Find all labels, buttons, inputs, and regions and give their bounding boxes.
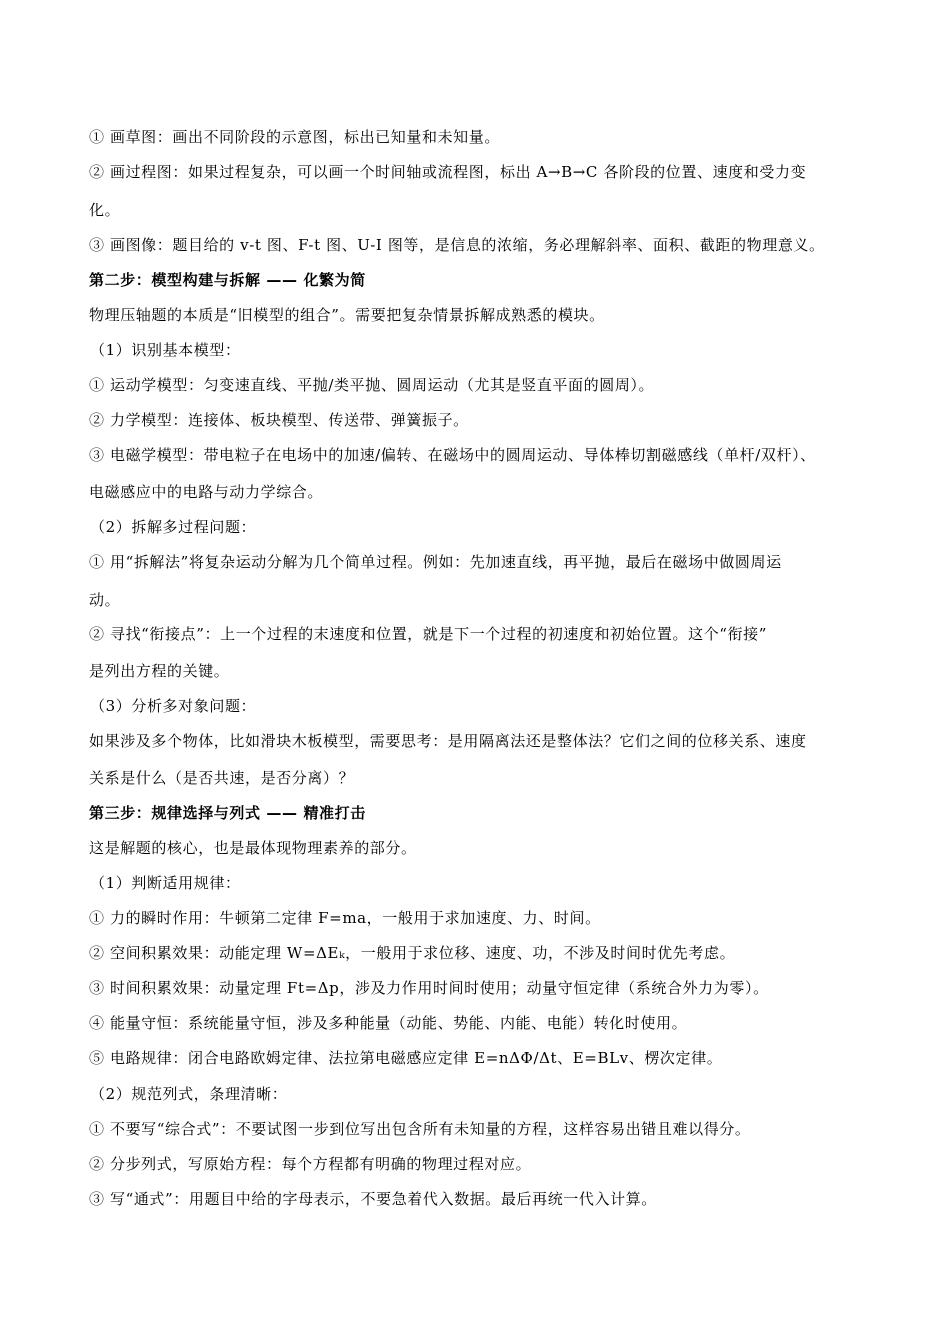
text-line: ② 空间积累效果：动能定理 W=ΔEₖ，一般用于求位移、速度、功，不涉及时间时优先考虑。 xyxy=(89,944,736,962)
text-line: ② 力学模型：连接体、板块模型、传送带、弹簧振子。 xyxy=(89,411,469,429)
subheading: （2）规范列式，条理清晰： xyxy=(90,1085,288,1103)
text-line: ⑤ 电路规律：闭合电路欧姆定律、法拉第电磁感应定律 E=nΔΦ/Δt、E=BLv、楞次定律。 xyxy=(89,1049,723,1067)
text-line: ② 画过程图：如果过程复杂，可以画一个时间轴或流程图，标出 A→B→C 各阶段的位置、速度和受力变 xyxy=(89,163,807,181)
section-heading: 第三步：规律选择与列式 —— 精准打击 xyxy=(89,804,366,822)
text-line: ① 用“拆解法”将复杂运动分解为几个简单过程。例如：先加速直线，再平抛，最后在磁场中做圆周运 xyxy=(89,553,782,571)
text-line: 电磁感应中的电路与动力学综合。 xyxy=(89,483,324,501)
text-line: ① 力的瞬时作用：牛顿第二定律 F=ma，一般用于求加速度、力、时间。 xyxy=(89,909,601,927)
section-heading: 第二步：模型构建与拆解 —— 化繁为简 xyxy=(89,271,366,289)
text-line: 关系是什么（是否共速，是否分离）？ xyxy=(89,769,355,787)
text-line: ① 画草图：画出不同阶段的示意图，标出已知量和未知量。 xyxy=(89,128,500,146)
text-line: ① 不要写“综合式”：不要试图一步到位写出包含所有未知量的方程，这样容易出错且难以得分。 xyxy=(89,1120,751,1138)
text-line: 化。 xyxy=(89,201,121,219)
text-line: ③ 电磁学模型：带电粒子在电场中的加速/偏转、在磁场中的圆周运动、导体棒切割磁感线（单杆/双杆）、 xyxy=(89,446,816,464)
subheading: （3）分析多对象问题： xyxy=(90,697,257,715)
text-line: 物理压轴题的本质是“旧模型的组合”。需要把复杂情景拆解成熟悉的模块。 xyxy=(89,306,605,324)
text-line: 是列出方程的关键。 xyxy=(89,662,230,680)
text-line: ② 寻找“衔接点”：上一个过程的末速度和位置，就是下一个过程的初速度和初始位置。这个“衔接” xyxy=(89,625,768,643)
text-line: ③ 时间积累效果：动量定理 Ft=Δp，涉及力作用时间时使用；动量守恒定律（系统合外力为零）。 xyxy=(89,979,769,997)
text-line: ① 运动学模型：匀变速直线、平抛/类平抛、圆周运动（尤其是竖直平面的圆周）。 xyxy=(89,376,655,394)
text-line: 这是解题的核心，也是最体现物理素养的部分。 xyxy=(89,839,417,857)
text-line: ③ 画图像：题目给的 v-t 图、F-t 图、U-I 图等，是信息的浓缩，务必理解斜率、面积、截距的物理意义。 xyxy=(89,236,825,254)
text-line: ② 分步列式，写原始方程：每个方程都有明确的物理过程对应。 xyxy=(89,1155,532,1173)
subheading: （1）识别基本模型： xyxy=(90,341,241,359)
text-line: ③ 写“通式”：用题目中给的字母表示，不要急着代入数据。最后再统一代入计算。 xyxy=(89,1190,657,1208)
text-line: 如果涉及多个物体，比如滑块木板模型，需要思考：是用隔离法还是整体法？它们之间的位移关系、速度 xyxy=(89,732,807,750)
text-line: 动。 xyxy=(89,591,121,609)
subheading: （2）拆解多过程问题： xyxy=(90,518,257,536)
subheading: （1）判断适用规律： xyxy=(90,874,241,892)
text-line: ④ 能量守恒：系统能量守恒，涉及多种能量（动能、势能、内能、电能）转化时使用。 xyxy=(89,1014,688,1032)
